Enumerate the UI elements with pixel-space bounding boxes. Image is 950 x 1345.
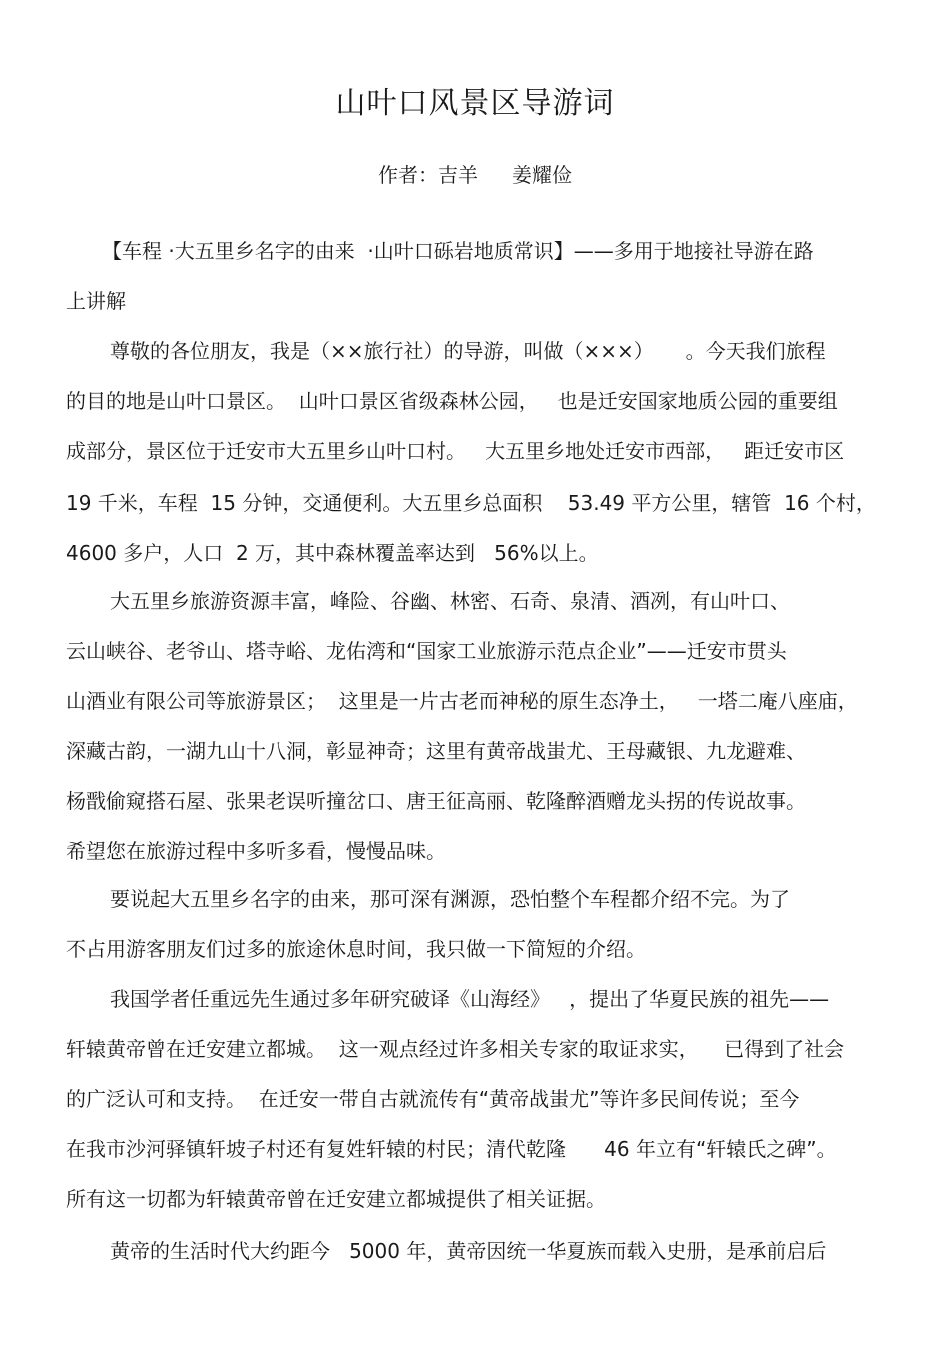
text-line: 深藏古韵，一湖九山十八洞，彰显神奇；这里有黄帝战蚩尤、王母藏银、九龙避难、 [66,739,806,763]
text-line: 山酒业有限公司等旅游景区； 这里是一片古老而神秘的原生态净土， 一塔二庵八座庙， [66,689,858,713]
text-line: 19 千米，车程 15 分钟，交通便利。大五里乡总面积 53.49 平方公里，辖管 16 个村， [66,491,876,515]
text-line: 大五里乡旅游资源丰富，峰险、谷幽、林密、石奇、泉清、酒冽，有山叶口、 [110,589,790,613]
text-line: 【车程 ·大五里乡名字的由来 ·山叶口砾岩地质常识】——多用于地接社导游在路 [102,239,814,263]
text-line: 我国学者任重远先生通过多年研究破译《山海经》 ，提出了华夏民族的祖先—— [110,987,830,1011]
text-line: 上讲解 [66,289,126,313]
text-line: 云山峡谷、老爷山、塔寺峪、龙佑湾和“国家工业旅游示范点企业”——迁安市贯头 [66,639,787,663]
text-line: 轩辕黄帝曾在迁安建立都城。 这一观点经过许多相关专家的取证求实， 已得到了社会 [66,1037,845,1061]
text-line: 黄帝的生活时代大约距今 5000 年，黄帝因统一华夏族而载入史册，是承前启后 [110,1239,827,1263]
text-line: 的广泛认可和支持。 在迁安一带自古就流传有“黄帝战蚩尤”等许多民间传说；至今 [66,1087,800,1111]
text-line: 所有这一切都为轩辕黄帝曾在迁安建立都城提供了相关证据。 [66,1187,606,1211]
author-name: 吉羊 [438,163,478,187]
text-line: 成部分，景区位于迁安市大五里乡山叶口村。 大五里乡地处迁安市西部， 距迁安市区 [66,439,845,463]
byline [0,160,950,190]
document-title: 山叶口风景区导游词 [335,86,615,121]
author-name: 姜耀俭 [512,163,572,187]
text-line: 的目的地是山叶口景区。 山叶口景区省级森林公园， 也是迁安国家地质公园的重要组 [66,389,838,413]
text-line: 不占用游客朋友们过多的旅途休息时间，我只做一下简短的介绍。 [66,937,646,961]
text-line: 杨戬偷窥搭石屋、张果老误听撞岔口、唐王征高丽、乾隆醉酒赠龙头拐的传说故事。 [66,789,806,813]
text-line: 要说起大五里乡名字的由来，那可深有渊源，恐怕整个车程都介绍不完。为了 [110,887,790,911]
text-line: 在我市沙河驿镇轩坡子村还有复姓轩辕的村民；清代乾隆 46 年立有“轩辕氏之碑”。 [66,1137,837,1161]
text-line: 希望您在旅游过程中多听多看，慢慢品味。 [66,839,446,863]
text-line: 尊敬的各位朋友，我是（××旅行社）的导游，叫做（×××） 。今天我们旅程 [110,339,826,363]
text-line: 4600 多户，人口 2 万，其中森林覆盖率达到 56%以上。 [66,541,599,565]
byline-prefix: 作者： [378,163,438,187]
